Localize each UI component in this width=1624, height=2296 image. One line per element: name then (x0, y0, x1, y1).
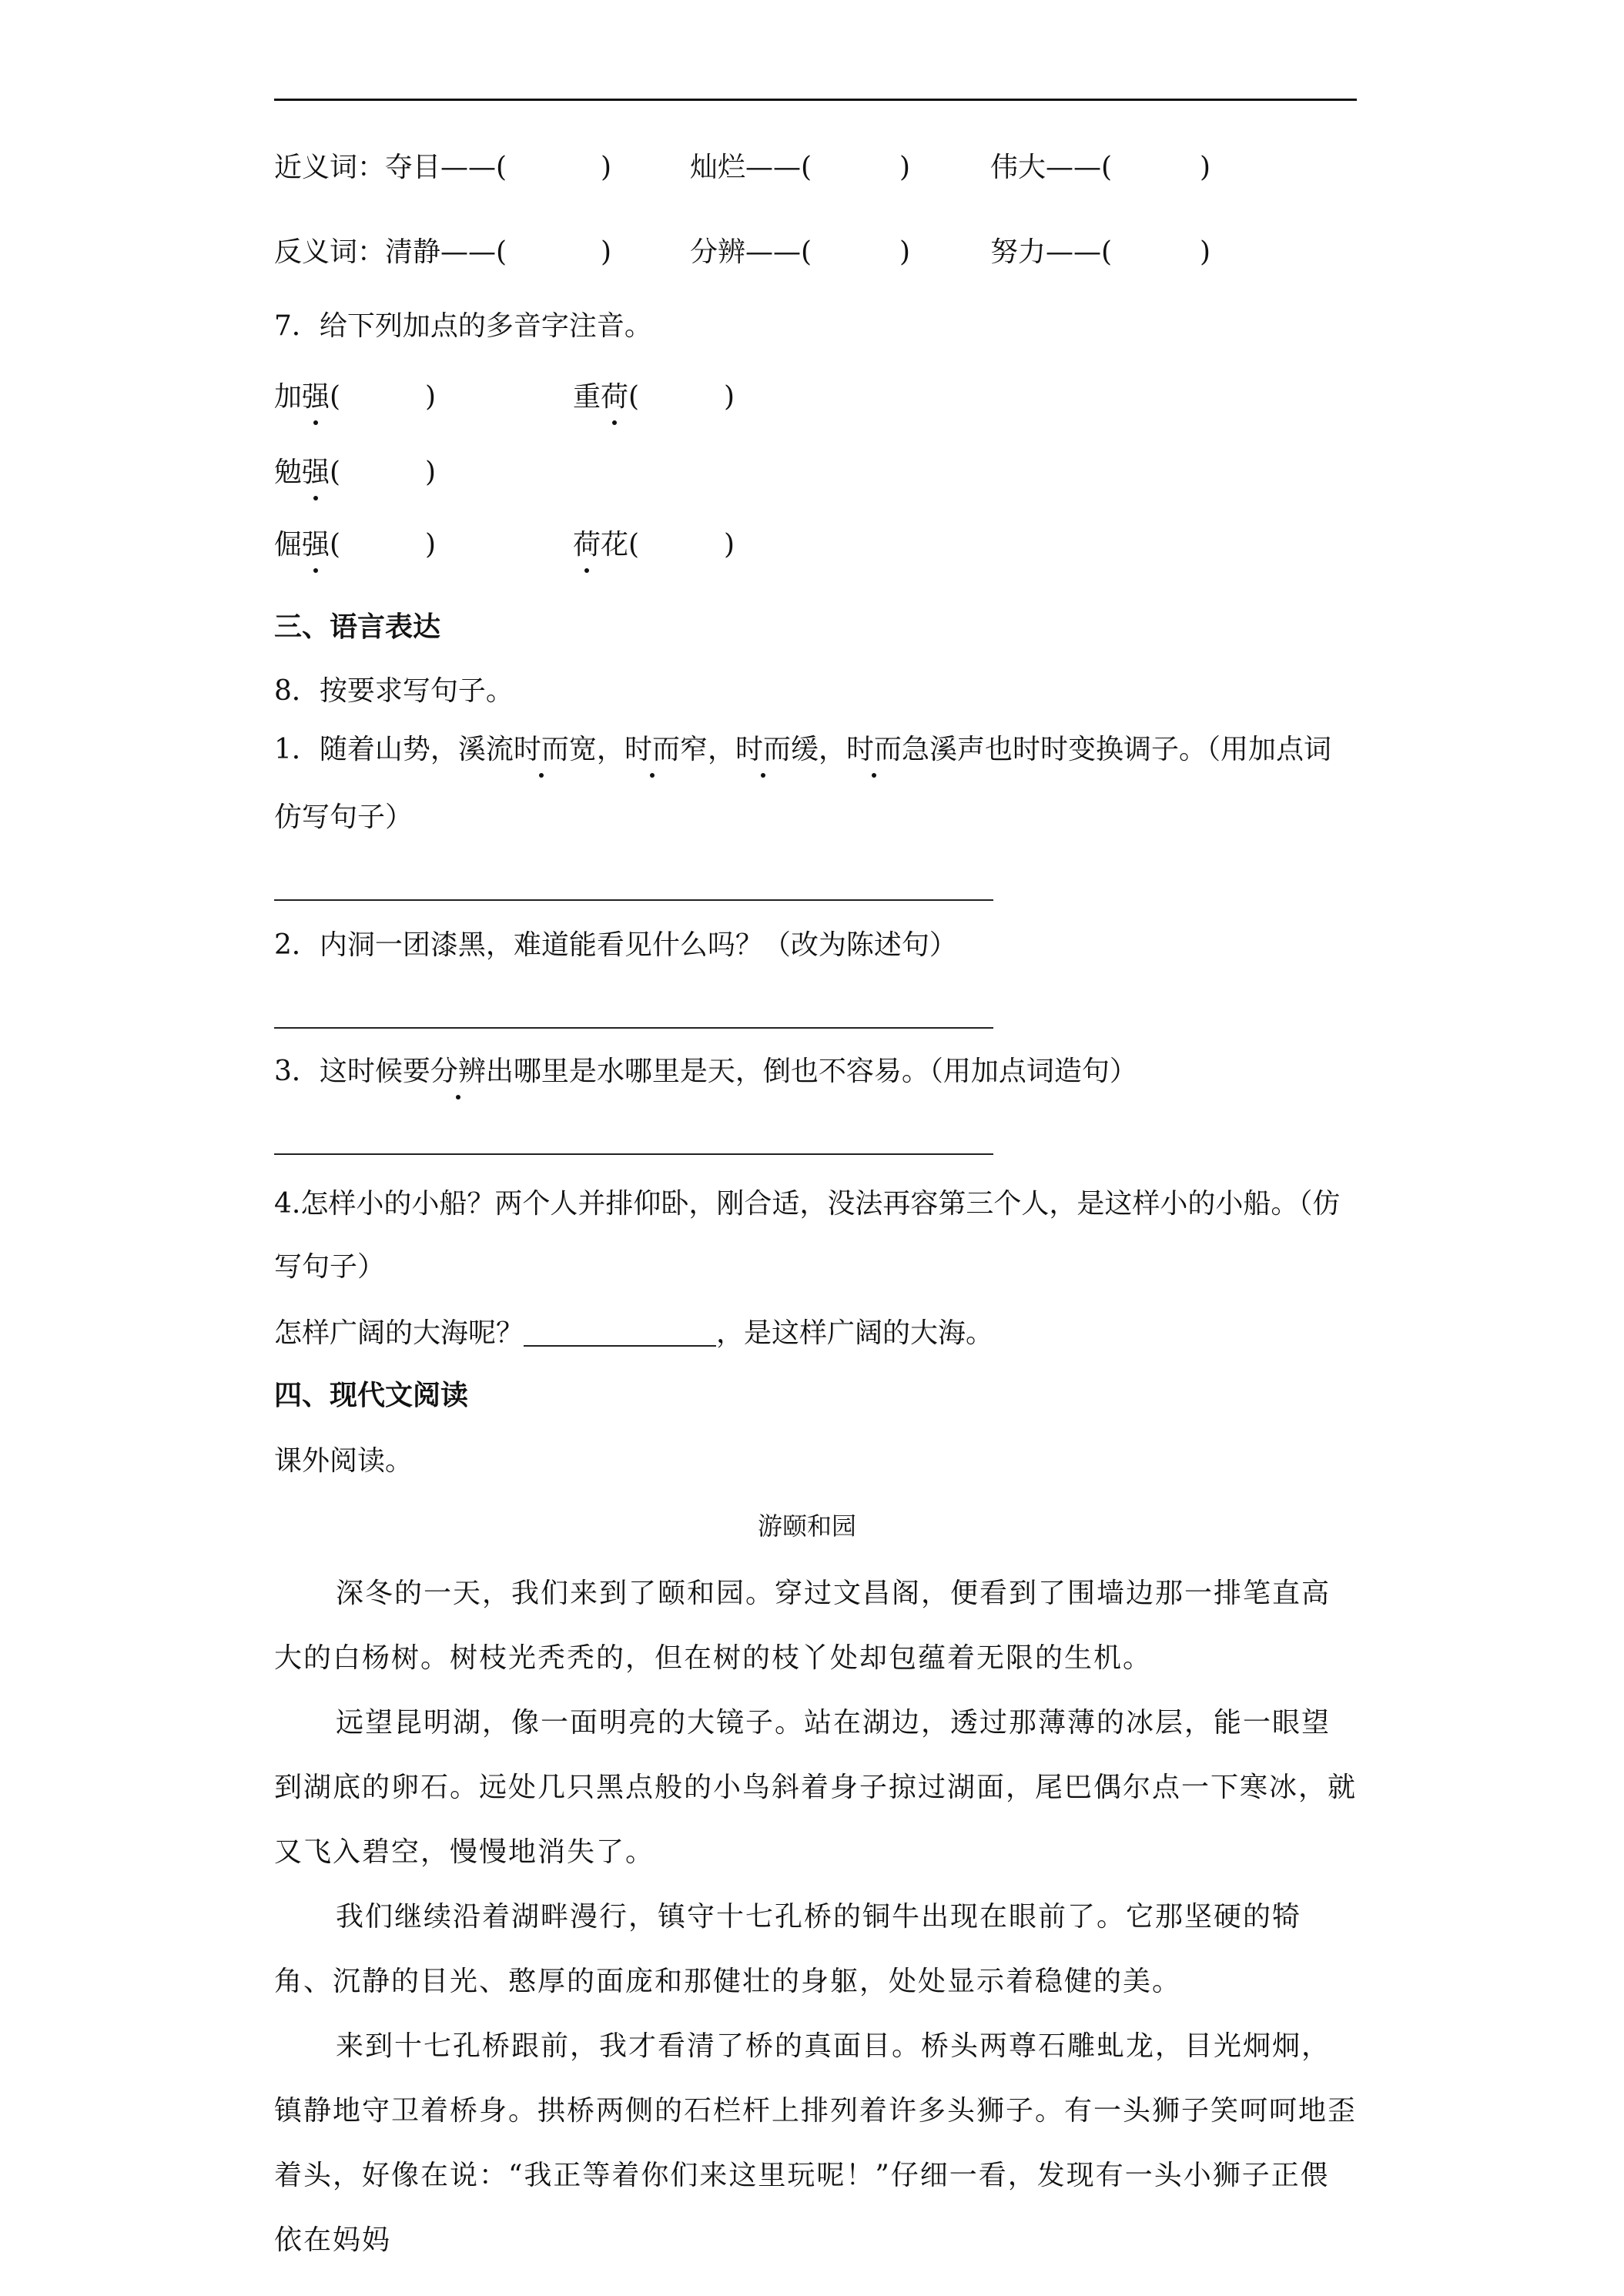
synonym-item-1: 夺目——( (385, 152, 507, 183)
q7-close-2: ) (724, 381, 735, 413)
reading-paragraph-1: 深冬的一天，我们来到了颐和园。穿过文昌阁，便看到了围墙边那一排笔直高大的白杨树。树枝光秃秃的，但在树的枝丫处却包蕴着无限的生机。 (274, 1578, 1331, 1674)
question-7-title: 7．给下列加点的多音字注音。 (274, 310, 652, 342)
q8-sentence-4-cont: 写句子） (274, 1251, 386, 1283)
reading-paragraph-2: 远望昆明湖，像一面明亮的大镜子。站在湖边，透过那薄薄的冰层，能一眼望到湖底的卵石。远处几只黑点般的小鸟斜着身子掠过湖面，尾巴偶尔点一下寒冰，就又飞入碧空，慢慢地消失了。 (274, 1707, 1358, 1868)
question-8-title: 8．按要求写句子。 (274, 675, 514, 707)
dotted-word: 时而 (624, 734, 680, 765)
q7-close-1: ) (425, 381, 437, 413)
q7-close-4: ) (425, 529, 437, 561)
reading-title: 游颐和园 (758, 1511, 857, 1541)
reading-intro: 课外阅读。 (274, 1445, 414, 1477)
q7-item-jueqiang: 倔强( (274, 529, 341, 561)
q7-item-jiaqiang: 加强( (274, 381, 341, 413)
antonym-item-1: 清静——( (385, 236, 507, 268)
dotted-word: 时而 (846, 734, 902, 765)
dotted-char: 强 (302, 529, 330, 561)
q8-sentence-3: 3．这时候要分辨出哪里是水哪里是天，倒也不容易。（用加点词造句） (274, 1056, 1137, 1087)
antonym-item-2: 分辨——( (690, 236, 812, 268)
synonym-close-3: ) (1200, 152, 1211, 183)
antonyms-label: 反义词： (274, 236, 386, 268)
q7-close-5: ) (724, 529, 735, 561)
dotted-char: 强 (302, 381, 330, 413)
q8-sentence-4-fill: 怎样广阔的大海呢？ ，是这样广阔的大海。 (274, 1317, 994, 1349)
reading-paragraph-3: 我们继续沿着湖畔漫行，镇守十七孔桥的铜牛出现在眼前了。它那坚硬的犄角、沉静的目光、憨厚的面庞和那健壮的身躯，处处显示着稳健的美。 (274, 1901, 1302, 1997)
q8-sentence-1-cont: 仿写句子） (274, 802, 414, 833)
q7-item-mianqiang: 勉强( (274, 457, 341, 488)
synonym-item-3: 伟大——( (990, 152, 1113, 183)
q8-sentence-1: 1．随着山势，溪流时而宽，时而窄，时而缓，时而急溪声也时时变换调子。（用加点词 (274, 734, 1332, 765)
synonyms-label: 近义词： (274, 152, 386, 183)
header-rule (274, 99, 1357, 101)
q8-sentence-2: 2．内洞一团漆黑，难道能看见什么吗？（改为陈述句） (274, 929, 957, 961)
answer-line-3[interactable] (274, 1153, 993, 1155)
synonym-item-2: 灿烂——( (690, 152, 812, 183)
q7-close-3: ) (425, 457, 437, 488)
synonym-close-1: ) (601, 152, 612, 183)
reading-paragraph-4: 来到十七孔桥跟前，我才看清了桥的真面目。桥头两尊石雕虬龙，目光炯炯，镇静地守卫着桥身。拱桥两侧的石栏杆上排列着许多头狮子。有一头狮子笑呵呵地歪着头，好像在说：“我正等着你们来这里玩呢！”仔细一看，发现有一头小狮子正偎依在妈妈 (274, 2030, 1358, 2256)
dotted-word: 分辨 (430, 1056, 486, 1087)
dotted-char: 荷 (601, 381, 629, 413)
antonym-close-2: ) (899, 236, 911, 268)
synonym-close-2: ) (899, 152, 911, 183)
section-4-heading: 四、现代文阅读 (274, 1379, 469, 1411)
dotted-word: 时而 (513, 734, 569, 765)
q7-item-hehua: 荷花( (573, 529, 640, 561)
section-3-heading: 三、语言表达 (274, 611, 441, 643)
fill-in-blank[interactable] (524, 1317, 716, 1347)
dotted-word: 时而 (735, 734, 791, 765)
antonym-close-3: ) (1200, 236, 1211, 268)
dotted-char: 强 (302, 457, 330, 488)
dotted-char: 荷 (573, 529, 601, 561)
answer-line-1[interactable] (274, 899, 993, 901)
antonym-close-1: ) (601, 236, 612, 268)
q7-item-zhonghe: 重荷( (573, 381, 640, 413)
q8-sentence-4: 4.怎样小的小船？两个人并排仰卧，刚合适，没法再容第三个人，是这样小的小船。（仿 (274, 1188, 1341, 1220)
antonym-item-3: 努力——( (990, 236, 1113, 268)
answer-line-2[interactable] (274, 1027, 993, 1029)
